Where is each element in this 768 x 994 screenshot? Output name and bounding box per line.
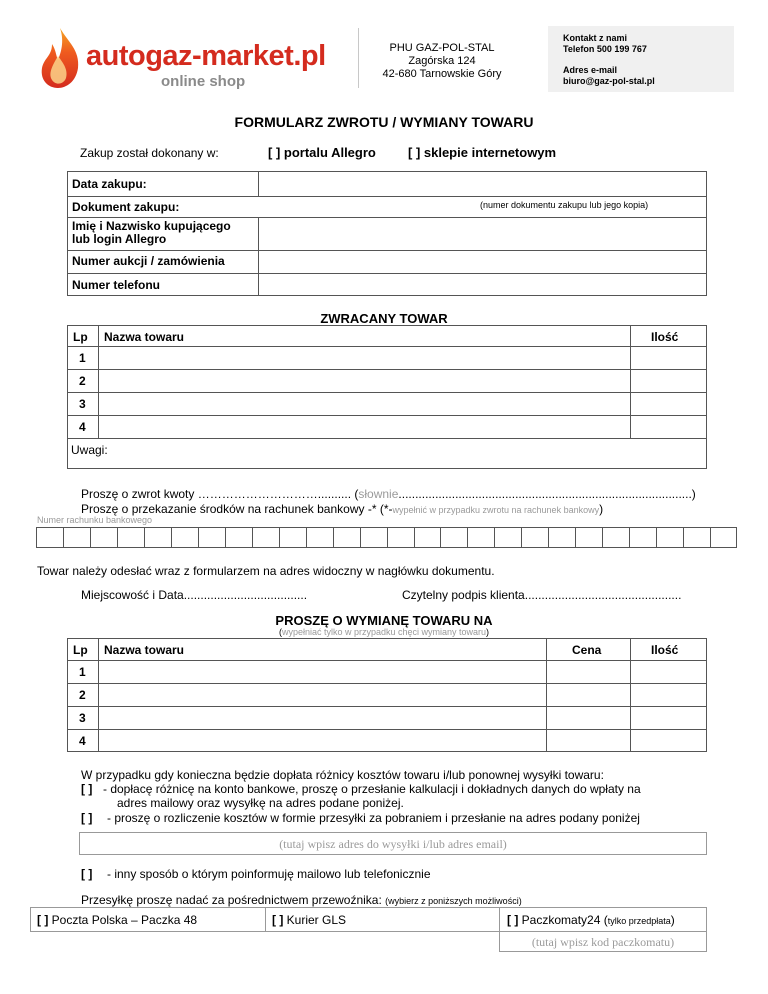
purchase-date-label: Data zakupu:	[72, 177, 147, 191]
surcharge-opt3-checkbox[interactable]: [ ]	[81, 867, 93, 881]
purchase-document-hint: (numer dokumentu zakupu lub jego kopia)	[480, 200, 649, 210]
carrier-paczkomaty-close: )	[670, 913, 675, 927]
bank-account-cell-divider	[683, 527, 684, 548]
surcharge-opt2-text: - proszę o rozliczenie kosztów w formie przesyłki za pobraniem i przesłanie na adres podany poniżej	[107, 811, 640, 825]
bank-account-cell-divider	[440, 527, 441, 548]
bank-account-cell-divider	[144, 527, 145, 548]
exchange-row-lp: 2	[79, 688, 86, 702]
company-street: Zagórska 124	[408, 55, 476, 67]
buyer-name-field[interactable]	[260, 218, 706, 249]
exchange-row-name-field[interactable]	[100, 730, 545, 751]
refund-bank-line	[81, 502, 603, 516]
phone-number-label: Numer telefonu	[72, 278, 161, 292]
carrier-option-gls[interactable]	[272, 913, 346, 927]
exchange-row-name-field[interactable]	[100, 707, 545, 728]
carrier-poczta-label: Poczta Polska – Paczka 48	[51, 913, 198, 927]
surcharge-opt1-checkbox[interactable]: [ ]	[81, 782, 93, 796]
buyer-name-label-line2: lub login Allegro	[72, 232, 167, 246]
bank-account-cell-divider	[306, 527, 307, 548]
returned-col-name: Nazwa towaru	[104, 330, 185, 344]
purchase-document-field[interactable]	[200, 212, 706, 216]
returned-col-lp: Lp	[73, 330, 88, 344]
refund-bank-text: Proszę o przekazanie środków na rachunek bankowy -* (*-	[81, 502, 393, 516]
refund-words-hint: słownie	[358, 487, 399, 501]
bank-account-cell-divider	[521, 527, 522, 548]
contact-phone: Telefon 500 199 767	[563, 44, 647, 54]
refund-amount-text: Proszę o zwrot kwoty ………………………….......... (	[81, 487, 359, 501]
exchange-subtitle	[0, 627, 768, 637]
contact-email: biuro@gaz-pol-stal.pl	[563, 76, 655, 86]
shipping-address-placeholder: (tutaj wpisz adres do wysyłki i/lub adres email)	[279, 837, 507, 851]
bank-account-cell-divider	[333, 527, 334, 548]
exchange-col-qty: Ilość	[651, 643, 679, 657]
carrier-intro	[81, 893, 522, 907]
company-address	[362, 42, 522, 81]
bank-account-cell-divider	[117, 527, 118, 548]
carrier-intro-text: Przesyłkę proszę nadać za pośrednictwem przewoźnika:	[81, 893, 382, 907]
bank-account-label: Numer rachunku bankowego	[37, 515, 153, 525]
exchange-row-name-field[interactable]	[100, 684, 545, 705]
auction-number-label: Numer aukcji / zamówienia	[72, 254, 225, 268]
remarks-field[interactable]	[120, 440, 706, 468]
logo-subtext: online shop	[161, 73, 246, 90]
bank-account-cell-divider	[629, 527, 630, 548]
carrier-option-poczta[interactable]	[37, 913, 197, 927]
exchange-subtitle-open: (	[278, 627, 282, 637]
returned-title: ZWRACANY TOWAR	[320, 311, 448, 326]
place-date-field[interactable]: Miejscowość i Data.....................................	[81, 588, 308, 602]
bank-account-cell-divider	[387, 527, 388, 548]
carrier-paczkomaty-checkbox[interactable]: [ ]	[507, 913, 519, 927]
returned-row-name-field[interactable]	[100, 370, 629, 391]
exchange-col-name: Nazwa towaru	[104, 643, 185, 657]
bank-account-cell-divider	[414, 527, 415, 548]
refund-words-dots: ........................................................................................)	[398, 487, 696, 501]
returned-row-lp: 1	[79, 351, 86, 365]
auction-number-field[interactable]	[260, 251, 706, 272]
carrier-paczkomaty-label: Paczkomaty24 (	[521, 913, 608, 927]
email-title: Adres e-mail	[563, 65, 618, 75]
exchange-col-lp: Lp	[73, 643, 88, 657]
returned-row-name-field[interactable]	[100, 393, 629, 414]
surcharge-opt1-text: - dopłacę różnicę na konto bankowe, proszę o przesłanie kalkulacji i dokładnych danych do wpłaty na	[103, 782, 641, 796]
signature-field[interactable]: Czytelny podpis klienta...............................................	[402, 588, 682, 602]
flame-logo-icon	[38, 26, 82, 90]
header	[0, 0, 768, 100]
bank-account-cell-divider	[602, 527, 603, 548]
returned-row-lp: 2	[79, 374, 86, 388]
buyer-name-label-line1: Imię i Nazwisko kupującego	[72, 219, 231, 233]
surcharge-opt2-checkbox[interactable]: [ ]	[81, 811, 93, 825]
header-divider	[358, 28, 359, 88]
bank-account-cell-divider	[225, 527, 226, 548]
bank-account-cell-divider	[279, 527, 280, 548]
logo-text: autogaz-market.pl	[86, 40, 326, 72]
exchange-subtitle-hint: wypełniać tylko w przypadku chęci wymiany towaru	[281, 627, 487, 637]
exchange-row-name-field[interactable]	[100, 661, 545, 682]
bank-account-cell-divider	[63, 527, 64, 548]
surcharge-opt1-text-cont: adres mailowy oraz wysyłkę na adres podane poniżej.	[117, 796, 404, 810]
purchase-option-shop[interactable]: [ ] sklepie internetowym	[408, 145, 557, 160]
returned-row-lp: 3	[79, 397, 86, 411]
bank-account-cell-divider	[575, 527, 576, 548]
bank-account-cell-divider	[710, 527, 711, 548]
contact-info	[563, 33, 655, 87]
purchase-document-label: Dokument zakupu:	[72, 200, 180, 214]
exchange-col-price: Cena	[572, 643, 602, 657]
shipping-note: Towar należy odesłać wraz z formularzem na adres widoczny w nagłówku dokumentu.	[37, 564, 495, 578]
carrier-gls-label: Kurier GLS	[286, 913, 347, 927]
exchange-subtitle-close: )	[486, 627, 490, 637]
locker-code-placeholder: (tutaj wpisz kod paczkomatu)	[531, 935, 675, 949]
bank-account-cell-divider	[467, 527, 468, 548]
returned-row-lp: 4	[79, 420, 86, 434]
bank-account-cell-divider	[548, 527, 549, 548]
exchange-title: PROSZĘ O WYMIANĘ TOWARU NA	[275, 613, 493, 628]
refund-bank-hint: wypełnić w przypadku zwrotu na rachunek bankowy	[392, 505, 600, 515]
exchange-row-lp: 1	[79, 665, 86, 679]
surcharge-intro: W przypadku gdy konieczna będzie dopłata różnicy kosztów towaru i/lub ponownej wysyłki towaru:	[81, 768, 604, 782]
carrier-gls-checkbox[interactable]: [ ]	[272, 913, 284, 927]
returned-row-name-field[interactable]	[100, 416, 629, 437]
returned-col-qty: Ilość	[651, 330, 679, 344]
carrier-poczta-checkbox[interactable]: [ ]	[37, 913, 49, 927]
bank-account-cell-divider	[360, 527, 361, 548]
contact-title: Kontakt z nami	[563, 33, 628, 43]
purchase-option-allegro[interactable]: [ ] portalu Allegro	[268, 145, 376, 160]
refund-amount-line	[81, 487, 696, 501]
remarks-label: Uwagi:	[71, 443, 108, 457]
carrier-paczkomaty-hint: tylko przedpłata	[607, 916, 671, 926]
buyer-name-label	[72, 220, 231, 246]
carrier-option-paczkomaty[interactable]	[507, 913, 675, 927]
exchange-row-lp: 4	[79, 734, 86, 748]
company-city: 42-680 Tarnowskie Góry	[382, 68, 502, 80]
bank-account-cell-divider	[171, 527, 172, 548]
bank-account-cell-divider	[90, 527, 91, 548]
bank-account-cell-divider	[656, 527, 657, 548]
refund-bank-close: )	[599, 502, 604, 516]
bank-account-cell-divider	[198, 527, 199, 548]
returned-row-name-field[interactable]	[100, 347, 629, 368]
form-title: FORMULARZ ZWROTU / WYMIANY TOWARU	[234, 114, 534, 130]
bank-account-cell-divider	[252, 527, 253, 548]
surcharge-opt3-text: - inny sposób o którym poinformuję mailowo lub telefonicznie	[107, 867, 431, 881]
bank-account-cell-divider	[494, 527, 495, 548]
exchange-row-lp: 3	[79, 711, 86, 725]
carrier-intro-hint: (wybierz z poniższych możliwości)	[385, 896, 522, 906]
phone-number-field[interactable]	[260, 274, 706, 295]
purchase-date-field[interactable]	[260, 172, 706, 195]
purchase-label: Zakup został dokonany w:	[80, 146, 219, 160]
company-name: PHU GAZ-POL-STAL	[389, 42, 495, 54]
